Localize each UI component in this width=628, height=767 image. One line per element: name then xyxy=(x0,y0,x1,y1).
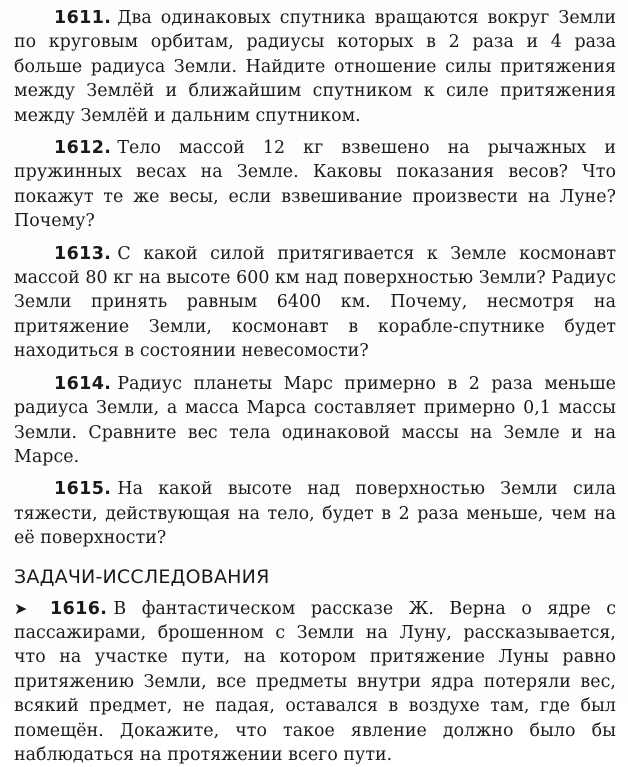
problem-text: Тело массой 12 кг взвешено на рычажных и пружинных весах на Земле. Каковы показания весов? Что покажут те же весы, если взвешивание произвести на Луне? Почему? xyxy=(14,138,616,232)
problem-text: На какой высоте над поверхностью Земли сила тяжести, действующая на тело, будет в 2 раза меньше, чем на её поверхности? xyxy=(14,479,616,549)
section-heading: ЗАДАЧИ-ИССЛЕДОВАНИЯ xyxy=(14,565,270,588)
problem-1614 xyxy=(14,372,616,470)
problem-1611 xyxy=(14,6,616,128)
problem-number: 1615. xyxy=(54,479,112,500)
problem-1615 xyxy=(14,477,616,550)
problem-text: В фантастическом рассказе Ж. Верна о ядре с пассажирами, брошенном с Земли на Луну, рассказывается, что на участке пути, на котором притяжение Луны равно притяжению Земли, все предметы внутри ядра потеряли вес, всякий предмет, не падая, оставался в воздухе там, где был помещён. Докажите, что такое явление должно было бы наблюдаться на протяжении всего пути. xyxy=(14,598,616,765)
problem-number: 1616. xyxy=(50,598,108,619)
problem-text: Два одинаковых спутника вращаются вокруг Земли по круговым орбитам, радиусы которых в 2 раза и 4 раза больше радиуса Земли. Найдите отношение силы притяжения между Землёй и ближайшим спутником к силе притяжения между Землёй и дальним спутником. xyxy=(14,8,616,126)
problem-number: 1612. xyxy=(54,138,112,159)
problem-number: 1611. xyxy=(54,8,112,28)
problem-number: 1613. xyxy=(54,243,112,264)
problem-1613 xyxy=(14,242,616,364)
problem-number: 1614. xyxy=(54,373,112,394)
problem-text: С какой силой притягивается к Земле космонавт массой 80 кг на высоте 600 км над поверхностью Земли? Радиус Земли принять равным 6400 км. Почему, несмотря на притяжение Земли, космонавт в корабле-спутнике будет находиться в состоянии невесомости? xyxy=(14,243,616,362)
arrow-marker-icon: ➤ xyxy=(14,598,28,618)
problem-1616 xyxy=(14,597,616,767)
problem-text: Радиус планеты Марс примерно в 2 раза меньше радиуса Земли, а масса Марса составляет примерно 0,1 массы Земли. Сравните вес тела одинаковой массы на Земле и на Марсе. xyxy=(14,373,616,467)
problem-1612 xyxy=(14,136,616,234)
